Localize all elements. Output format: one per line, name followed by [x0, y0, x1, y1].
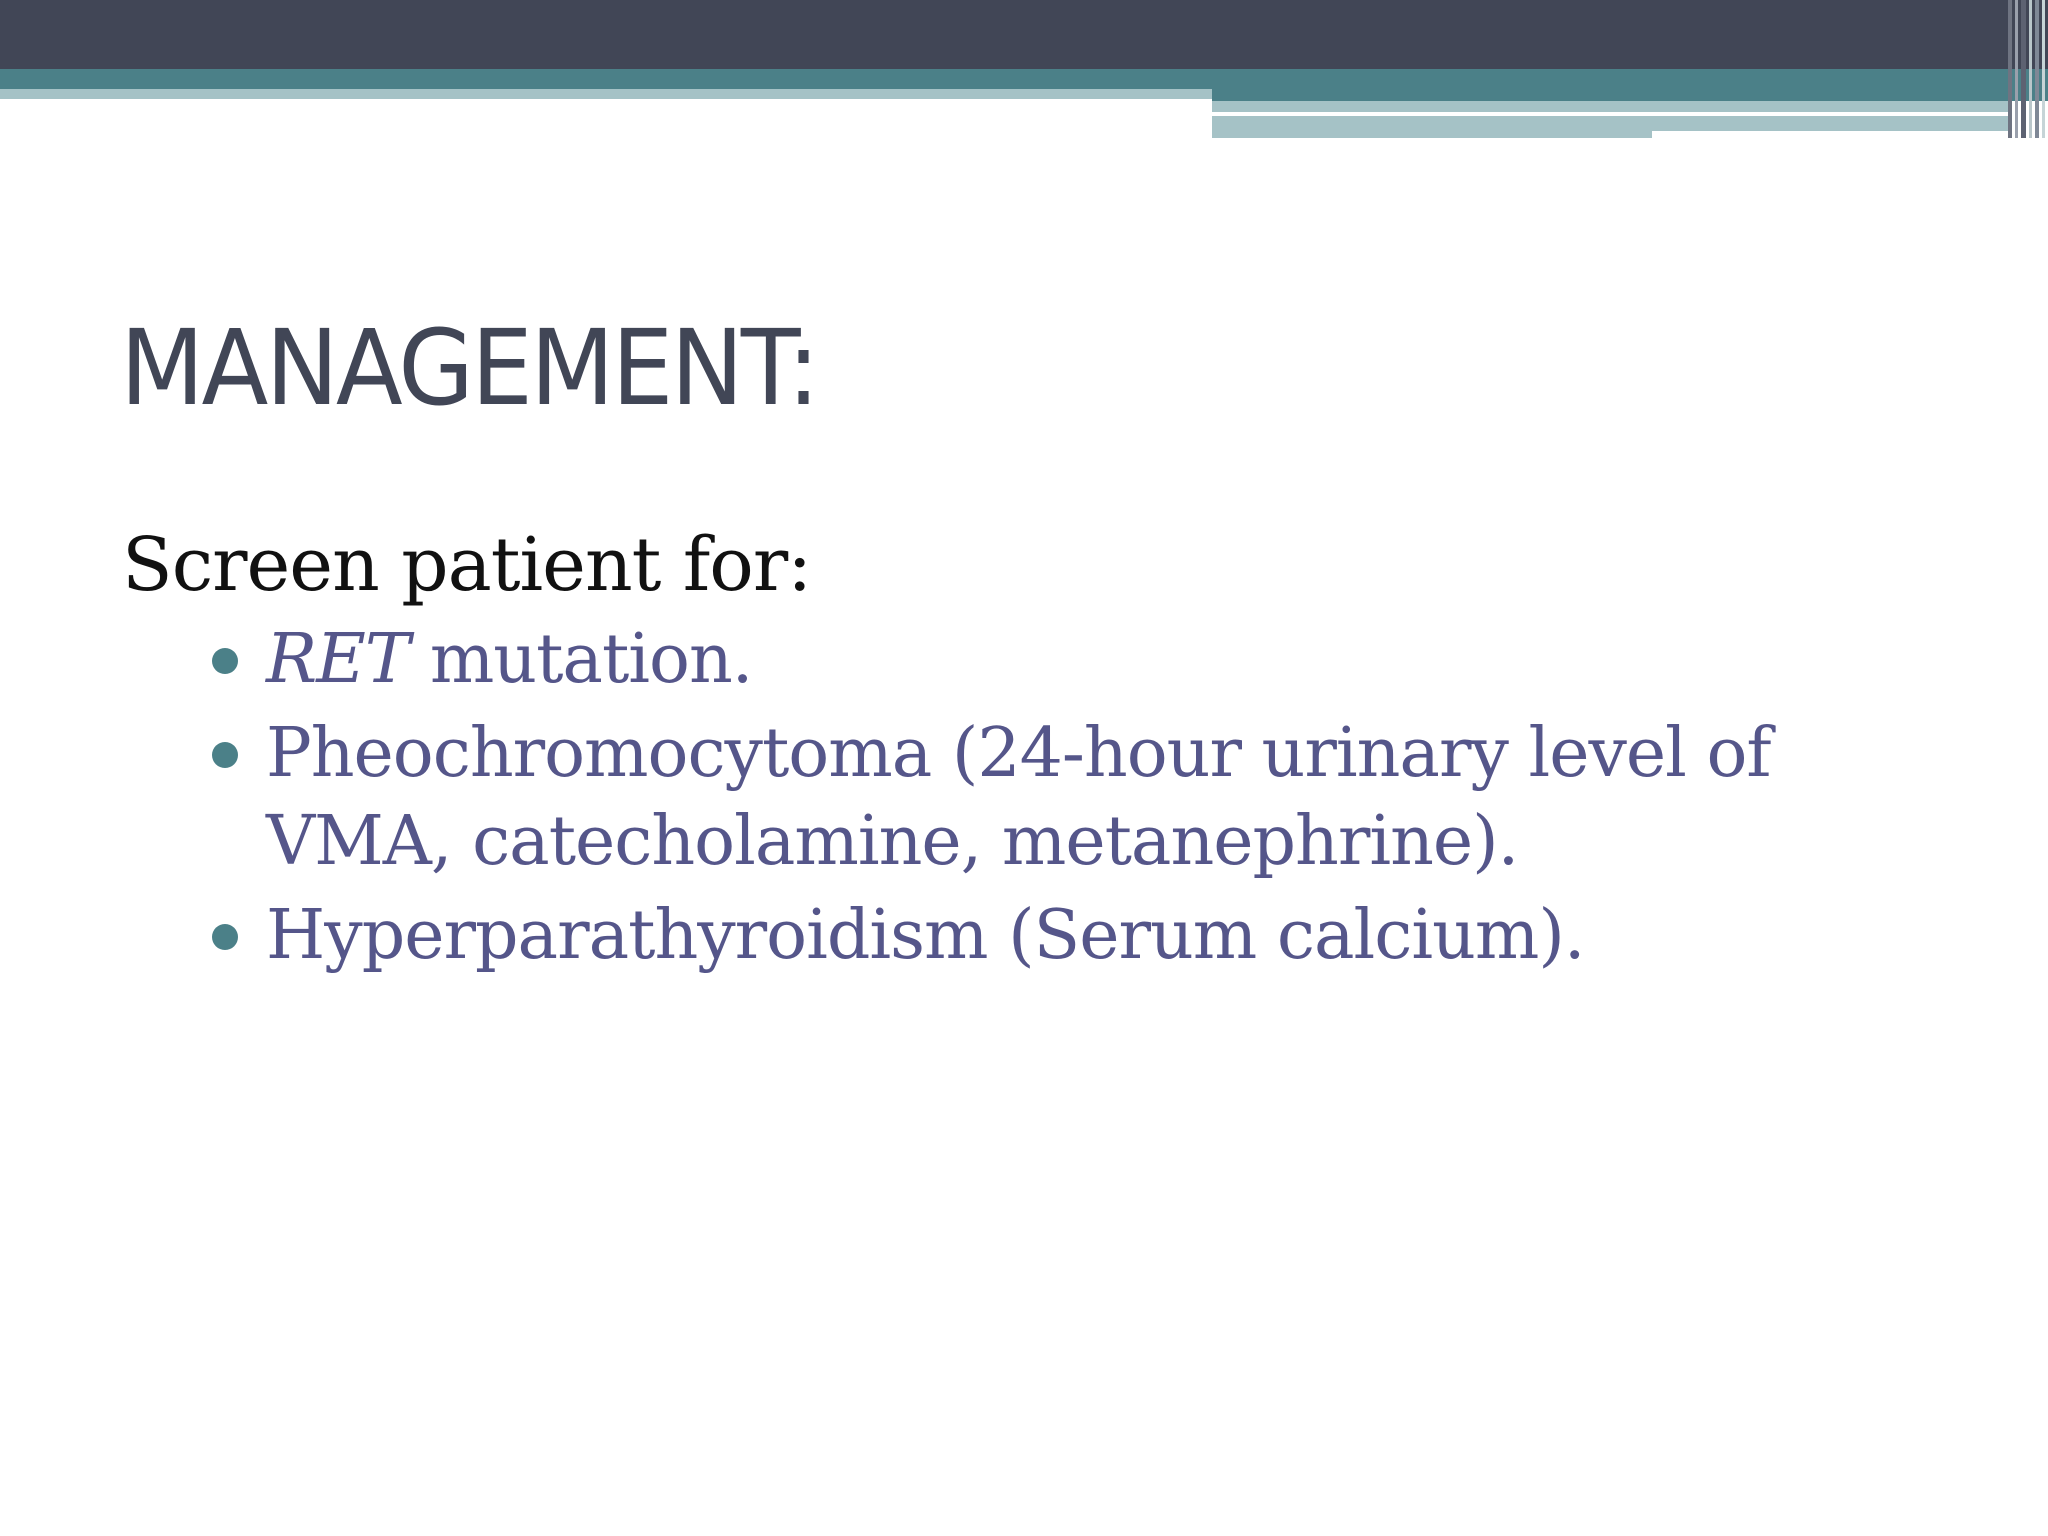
list-item [208, 892, 1942, 980]
header-band-dark [0, 0, 2048, 69]
header-band-teal-left [0, 69, 1212, 89]
bullet-list [122, 616, 1942, 980]
list-item [208, 616, 1942, 704]
header-band-teal-right [1212, 69, 2048, 101]
header-band-light-left [0, 89, 1212, 99]
slide-body [122, 520, 1942, 986]
bullet-text: Pheochromocytoma (24-hour urinary level of VMA, catecholamine, metanephrine). [266, 714, 1771, 881]
intro-text: Screen patient for: [122, 522, 812, 608]
gene-name: RET [266, 620, 410, 699]
bullet-dot-icon [212, 648, 238, 674]
header-corner-stripes [2008, 0, 2048, 138]
header-band-light-right-tail [1652, 116, 2012, 131]
list-item [208, 710, 1942, 886]
header-band-light-right-lower [1212, 116, 1652, 138]
header-band-light-right [1212, 101, 2012, 112]
bullet-text: mutation. [409, 620, 753, 699]
bullet-dot-icon [212, 924, 238, 950]
bullet-dot-icon [212, 742, 238, 768]
bullet-text: Hyperparathyroidism (Serum calcium). [266, 896, 1585, 975]
slide-title: MANAGEMENT: [120, 307, 818, 429]
